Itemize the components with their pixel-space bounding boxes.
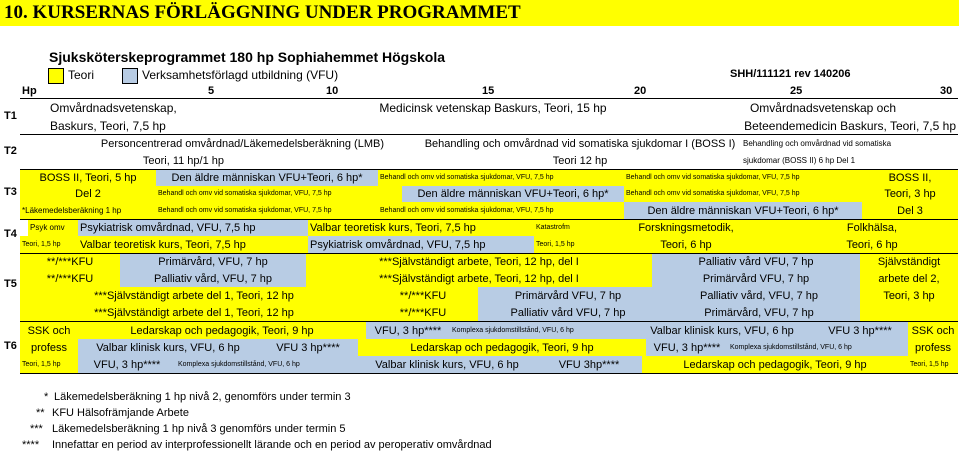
course-cell: ***Självständigt arbete del 1, Teori, 12 hp xyxy=(20,287,368,304)
page-heading-bar xyxy=(0,0,959,26)
course-cell: Komplexa sjukdomstillstånd, VFU, 6 hp xyxy=(176,356,358,373)
course-cell: Komplexa sjukdomstillstånd, VFU, 6 hp xyxy=(728,339,908,356)
term-label-t2: T2 xyxy=(4,145,17,157)
course-cell: Behandl och omv vid somatiska sjukdomar, VFU, 7,5 hp xyxy=(624,186,862,202)
legend-theory-swatch xyxy=(48,68,64,84)
footnote-text: KFU Hälsofrämjande Arbete xyxy=(52,407,189,419)
course-cell: VFU 3hp**** xyxy=(536,356,642,373)
course-cell: profess xyxy=(20,339,78,356)
course-cell: Palliativ vård, VFU, 7 hp xyxy=(658,287,860,304)
legend-vfu-label: Verksamhetsförlagd utbildning (VFU) xyxy=(142,68,339,82)
legend-vfu-swatch xyxy=(122,68,138,84)
course-cell: sjukdomar (BOSS II) 6 hp Del 1 xyxy=(741,152,958,169)
course-cell: Personcentrerad omvårdnad/Läkemedelsberäkning (LMB) xyxy=(48,135,386,152)
course-cell: Valbar teoretisk kurs, Teori, 7,5 hp xyxy=(308,220,534,236)
course-cell: Primärvård VFU, 7 hp xyxy=(652,270,860,287)
grid-line xyxy=(20,373,958,374)
course-cell: Forskningsmetodik, xyxy=(586,220,786,236)
footnote-text: Läkemedelsberäkning 1 hp nivå 2, genomförs under termin 3 xyxy=(54,391,351,403)
course-cell: Folkhälsa, xyxy=(786,220,958,236)
term-label-t4: T4 xyxy=(4,228,17,240)
footnote-mark: **** xyxy=(22,439,40,451)
course-cell: Medicinsk vetenskap Baskurs, Teori, 15 hp xyxy=(298,99,688,116)
course-cell: SSK och xyxy=(908,322,958,339)
course-cell: Valbar klinisk kurs, VFU, 6 hp xyxy=(632,322,812,339)
course-cell: **/***KFU xyxy=(20,270,120,287)
course-cell: VFU, 3 hp**** xyxy=(78,356,176,373)
course-cell: Teori, 11 hp/1 hp xyxy=(48,152,226,169)
course-cell xyxy=(860,304,958,321)
hp-tick: 15 xyxy=(482,85,495,97)
hp-tick: 25 xyxy=(790,85,803,97)
course-cell: Baskurs, Teori, 7,5 hp xyxy=(48,117,298,134)
course-cell: Palliativ vård VFU, 7 hp xyxy=(478,304,658,321)
footnote-mark: * xyxy=(44,391,49,403)
course-cell: Behandling och omvårdnad vid somatiska xyxy=(741,135,958,152)
footnote-mark: ** xyxy=(36,407,45,419)
course-cell: VFU, 3 hp**** xyxy=(366,322,450,339)
course-cell: Behandl och omv vid somatiska sjukdomar, VFU, 7,5 hp xyxy=(156,202,378,219)
course-cell: Teori, 1,5 hp xyxy=(20,236,78,253)
course-cell: SSK och xyxy=(20,322,78,339)
course-cell: Behandl och omv vid somatiska sjukdomar, VFU, 7,5 hp xyxy=(378,202,624,219)
course-cell: Psykiatrisk omvårdnad, VFU, 7,5 hp xyxy=(308,236,534,253)
footnote-text: Innefattar en period av interprofessionellt lärande och en period av peroperativ omvårdnad xyxy=(52,439,492,451)
term-label-t1: T1 xyxy=(4,110,17,122)
course-cell: Omvårdnadsvetenskap och xyxy=(688,99,958,116)
course-cell: Behandl och omv vid somatiska sjukdomar, VFU, 7,5 hp xyxy=(156,186,402,202)
course-cell: VFU 3 hp**** xyxy=(258,339,358,356)
hp-tick: 5 xyxy=(208,85,215,97)
course-cell: Teori, 3 hp xyxy=(860,287,958,304)
program-title: Sjuksköterskeprogrammet 180 hp Sophiahemmet Högskola xyxy=(49,49,446,65)
course-cell: Teori, 1,5 hp xyxy=(908,356,958,373)
course-cell: Primärvård, VFU, 7 hp xyxy=(658,304,860,321)
course-cell: Den äldre människan VFU+Teori, 6 hp* xyxy=(402,186,624,202)
course-cell: ***Självständigt arbete del 1, Teori, 12 hp xyxy=(20,304,368,321)
course-cell: Palliativ vård VFU, 7 hp xyxy=(652,254,860,270)
course-cell: BOSS II, Teori, 5 hp xyxy=(20,170,156,186)
course-cell: Valbar klinisk kurs, VFU, 6 hp xyxy=(78,339,258,356)
hp-tick: 30 xyxy=(940,85,953,97)
course-cell: Del 2 xyxy=(20,186,156,202)
page-heading: 10. KURSERNAS FÖRLÄGGNING UNDER PROGRAMMET xyxy=(4,2,521,23)
course-cell: VFU, 3 hp**** xyxy=(646,339,728,356)
course-cell: Teori, 3 hp xyxy=(862,186,958,202)
term-label-t6: T6 xyxy=(4,340,17,352)
course-cell: BOSS II, xyxy=(862,170,958,186)
course-cell: Behandling och omvårdnad vid somatiska sjukdomar I (BOSS I) xyxy=(420,135,740,152)
course-cell: Teori, 6 hp xyxy=(786,236,958,253)
hp-scale-label: Hp xyxy=(22,85,37,97)
course-cell: Teori 12 hp xyxy=(420,152,740,169)
course-cell: Psykiatrisk omvårdnad, VFU, 7,5 hp xyxy=(78,220,308,236)
course-cell: Valbar klinisk kurs, VFU, 6 hp xyxy=(358,356,536,373)
footnote-mark: *** xyxy=(30,423,43,435)
course-cell: Omvårdnadsvetenskap, xyxy=(48,99,298,116)
course-cell: Teori, 1,5 hp xyxy=(20,356,78,373)
course-cell: **/***KFU xyxy=(368,287,478,304)
course-cell: ***Självständigt arbete, Teori, 12 hp, del I xyxy=(306,270,652,287)
course-cell: Beteendemedicin Baskurs, Teori, 7,5 hp xyxy=(688,117,958,134)
course-cell: *Läkemedelsberäkning 1 hp xyxy=(20,202,156,219)
course-cell: Primärvård VFU, 7 hp xyxy=(478,287,658,304)
course-cell: Primärvård, VFU, 7 hp xyxy=(120,254,306,270)
course-cell: Den äldre människan VFU+Teori, 6 hp* xyxy=(156,170,378,186)
course-cell: Självständigt xyxy=(860,254,958,270)
course-cell: VFU 3 hp**** xyxy=(812,322,908,339)
course-cell: ***Självständigt arbete, Teori, 12 hp, del I xyxy=(306,254,652,270)
course-cell: Behandl och omv vid somatiska sjukdomar, VFU, 7,5 hp xyxy=(378,170,624,186)
term-label-t5: T5 xyxy=(4,278,17,290)
course-cell: Teori, 1,5 hp xyxy=(534,236,586,253)
hp-tick: 10 xyxy=(326,85,339,97)
course-cell: Teori, 6 hp xyxy=(586,236,786,253)
course-cell: Komplexa sjukdomstillstånd, VFU, 6 hp xyxy=(450,322,632,339)
course-cell: **/***KFU xyxy=(368,304,478,321)
course-cell: Valbar teoretisk kurs, Teori, 7,5 hp xyxy=(78,236,308,253)
document-code: SHH/111121 rev 140206 xyxy=(730,68,851,80)
footnote-text: Läkemedelsberäkning 1 hp nivå 3 genomförs under termin 5 xyxy=(52,423,346,435)
course-cell: Behandl och omv vid somatiska sjukdomar, VFU, 7,5 hp xyxy=(624,170,862,186)
course-cell: Ledarskap och pedagogik, Teori, 9 hp xyxy=(78,322,366,339)
term-label-t3: T3 xyxy=(4,186,17,198)
course-cell: Ledarskap och pedagogik, Teori, 9 hp xyxy=(642,356,908,373)
course-cell: Den äldre människan VFU+Teori, 6 hp* xyxy=(624,202,862,219)
course-cell: Katastrofm xyxy=(534,220,586,236)
legend-theory-label: Teori xyxy=(68,68,95,82)
course-cell: Ledarskap och pedagogik, Teori, 9 hp xyxy=(358,339,646,356)
course-cell: Del 3 xyxy=(862,202,958,219)
course-cell: Psyk omv xyxy=(28,220,78,236)
hp-tick: 20 xyxy=(634,85,647,97)
course-cell: arbete del 2, xyxy=(860,270,958,287)
course-cell: Palliativ vård, VFU, 7 hp xyxy=(120,270,306,287)
course-cell: profess xyxy=(908,339,958,356)
course-cell: **/***KFU xyxy=(20,254,120,270)
